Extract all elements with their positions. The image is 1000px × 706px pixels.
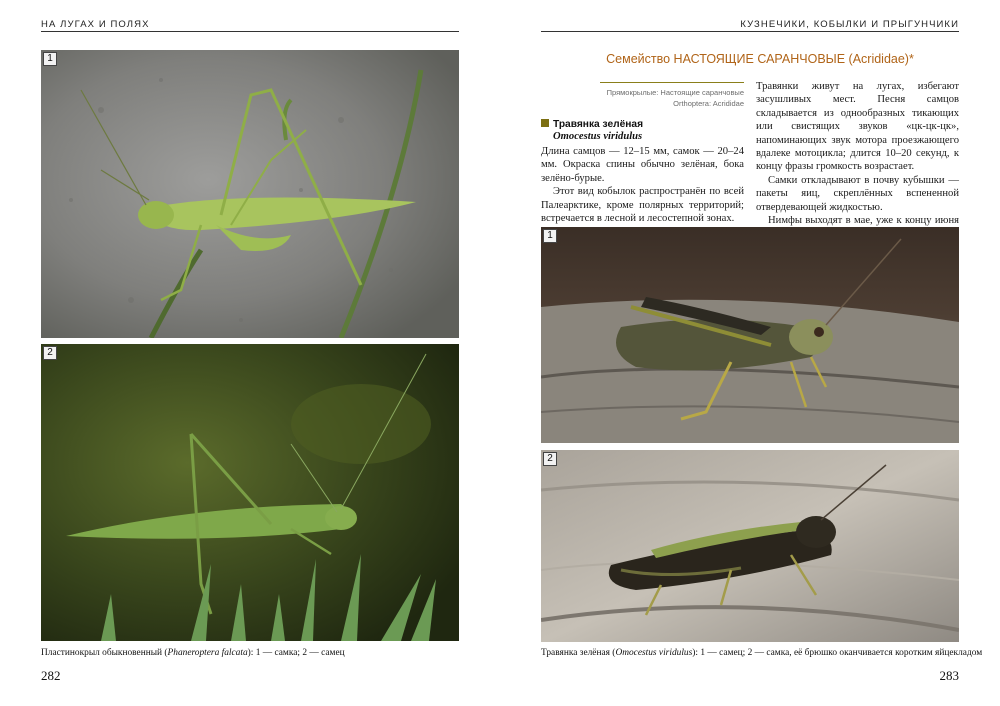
katydid-male-image (41, 344, 459, 641)
text-column-left (541, 145, 744, 225)
caption-latin: Phaneroptera falcata (167, 648, 248, 658)
caption-text: Травянка зелёная ( (541, 648, 616, 658)
photo-grasshopper-female (541, 450, 959, 642)
taxonomy-order: Прямокрылые: Настоящие саранчовые (606, 88, 744, 97)
paragraph: Нимфы выходят в мае, уже к концу июня (768, 215, 959, 227)
grasshopper-female-image (541, 450, 959, 642)
caption-text: ): 1 — самец; 2 — самка, её брюшко оканчивается коротким яйцекладом (692, 648, 983, 658)
species-latin: Omocestus viridulus (553, 131, 643, 142)
taxonomy-latin: Orthoptera: Acrididae (673, 99, 744, 108)
photo-number-badge: 2 (543, 452, 557, 466)
running-head-right: КУЗНЕЧИКИ, КОБЫЛКИ И ПРЫГУНЧИКИ (740, 19, 959, 30)
photo-katydid-male (41, 344, 459, 641)
photo-caption-right (541, 648, 982, 658)
paragraph: Травянки живут на лугах, избегают засушливых мест. Песня самцов складывается из однообразных тикающих или свистящих звуков «цк-цк-цк», напоминающих звук мотора проезжающего вдалеке мотоцикла; длится 10–20 секунд, к концу фразы громкость возрастает. (756, 81, 959, 173)
photo-katydid-female (41, 50, 459, 338)
family-title: Семейство НАСТОЯЩИЕ САРАНЧОВЫЕ (Acrididae)* (606, 52, 914, 66)
page-number-right: 283 (939, 668, 959, 683)
species-heading (541, 119, 643, 130)
running-head-left: НА ЛУГАХ И ПОЛЯХ (41, 19, 150, 30)
species-marker-icon (541, 119, 549, 127)
photo-grasshopper-male (541, 227, 959, 443)
taxonomy-box (600, 82, 744, 109)
caption-text: Пластинокрыл обыкновенный ( (41, 648, 168, 658)
text-column-right (756, 80, 959, 241)
header-rule-left (41, 31, 459, 32)
paragraph: Длина самцов — 12–15 мм, самок — 20–24 мм. Окраска спины обычно зелёная, бока зелёно-бурые. (541, 146, 744, 184)
photo-number-badge: 2 (43, 346, 57, 360)
caption-text: ): 1 — самка; 2 — самец (247, 648, 345, 658)
photo-number-badge: 1 (43, 52, 57, 66)
page-number-left: 282 (41, 668, 61, 683)
header-rule-right (541, 31, 959, 32)
grasshopper-male-image (541, 227, 959, 443)
photo-number-badge: 1 (543, 229, 557, 243)
right-page (500, 0, 1000, 706)
katydid-female-image (41, 50, 459, 338)
photo-caption-left (41, 648, 345, 658)
species-name: Травянка зелёная (553, 119, 644, 130)
paragraph: Самки откладывают в почву кубышки — пакеты яиц, скреплённых вспененной отвердевающей жидкостью. (756, 174, 959, 213)
paragraph: Этот вид кобылок распространён по всей Палеарктике, кроме полярных территорий; встречается в лесной и лесостепной зонах. (541, 186, 744, 225)
caption-latin: Omocestus viridulus (615, 648, 693, 658)
